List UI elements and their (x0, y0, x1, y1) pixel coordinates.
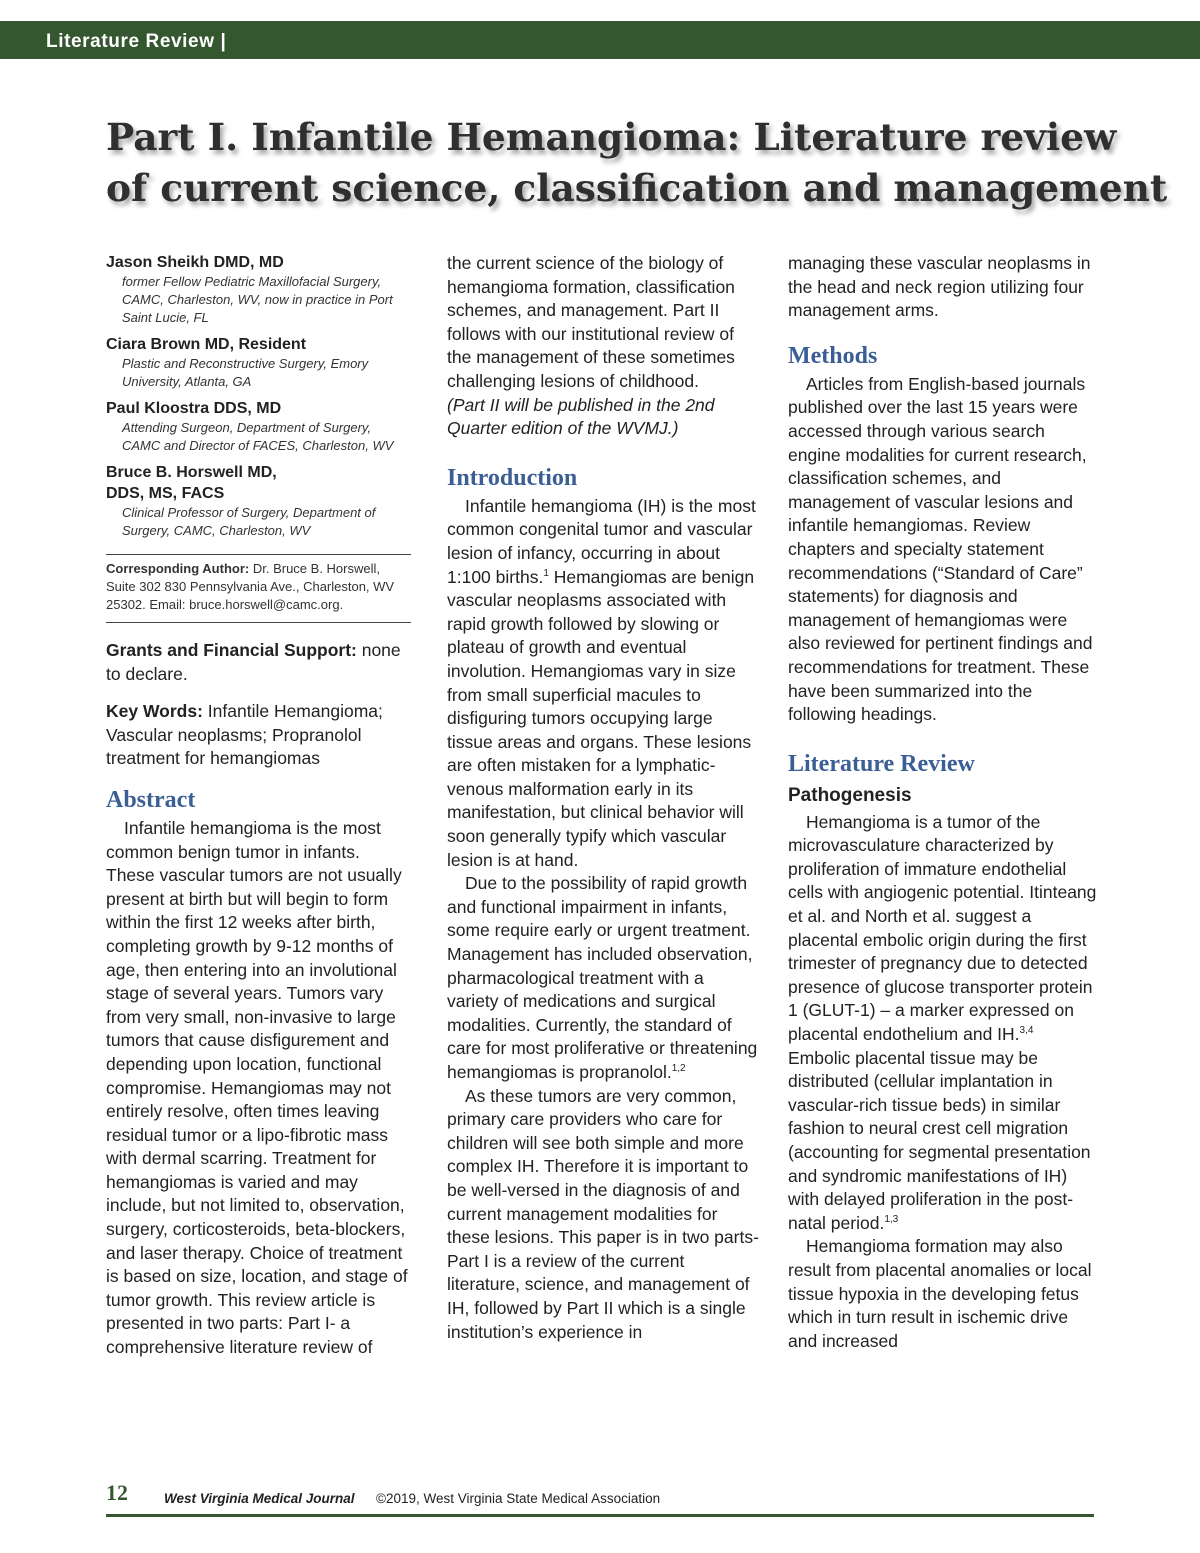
citation: 1,3 (884, 1213, 899, 1225)
pathogenesis-paragraph-1 (788, 811, 1098, 1236)
footer-rule (106, 1514, 1094, 1517)
intro-p2-text: Due to the possibility of rapid growth and functional impairment in infants, some require early or urgent treatment. Management has included observation, pharmacological treatment with a variety of medications and surgical modalities. Currently, the standard of care for most proliferative or threatening hemangiomas is propranolol. (447, 873, 758, 1082)
author-affiliation: Attending Surgeon, Department of Surgery, CAMC and Director of FACES, Charleston, WV (122, 420, 394, 453)
patho-p1b-text: Embolic placental tissue may be distributed (cellular implantation in vascular-rich tissue beds) in similar fashion to neural crest cell migration (accounting for segmental presentation and syndromic manifestations of IH) with delayed proliferation in the post-natal period. (788, 1047, 1091, 1233)
introduction-paragraph-3: As these tumors are very common, primary care providers who care for children will see both simple and more complex IH. Therefore it is important to be well-versed in the diagnosis of and current management modalities for these lesions. This paper is in two parts- Part I is a review of the current literature, science, and management of IH, followed by Part II which is a single institution’s experience in (447, 1085, 759, 1342)
copyright-notice: ©2019, West Virginia State Medical Association (376, 1491, 661, 1506)
abstract-note: (Part II will be published in the 2nd Quarter edition of the WVMJ.) (447, 394, 715, 439)
author-name: Ciara Brown MD, Resident (106, 336, 307, 353)
introduction-heading: Introduction (447, 464, 578, 491)
author-affiliation: Plastic and Reconstructive Surgery, Emory University, Atlanta, GA (122, 356, 369, 389)
column-2 (447, 252, 759, 1344)
intro-p1-text: Infantile hemangioma (IH) is the most common congenital tumor and vascular lesion of infancy, occurring in about 1:100 births. (447, 495, 756, 587)
author-affiliation: former Fellow Pediatric Maxillofacial Surgery, CAMC, Charleston, WV, now in practice in Port Saint Lucie, FL (122, 274, 393, 325)
patho-p1-text: Hemangioma is a tumor of the microvasculature characterized by proliferation of immature endothelial cells with angiogenic potential. Itinteang et al. and North et al. suggest a placental embolic origin during the first trimester of pregnancy due to detected presence of glucose transporter protein 1 (GLUT-1) – a marker expressed on placental endothelium and IH. (788, 811, 1097, 1045)
citation: 1 (543, 567, 549, 579)
key-words-label: Key Words: (106, 701, 203, 722)
column-3 (788, 252, 1098, 1353)
column-1 (106, 252, 411, 1360)
divider (106, 622, 411, 623)
citation: 1,2 (671, 1063, 686, 1075)
citation: 3,4 (1019, 1025, 1034, 1037)
section-header-band (0, 21, 1200, 59)
key-words (106, 700, 411, 771)
corresponding-author (106, 560, 411, 614)
author-affiliation: Clinical Professor of Surgery, Department of Surgery, CAMC, Charleston, WV (122, 505, 376, 538)
introduction-paragraph-1 (447, 495, 759, 873)
author-block (106, 252, 411, 327)
grants-text: none to declare. (106, 640, 401, 684)
section-label: Literature Review | (46, 31, 227, 52)
corresponding-text: Dr. Bruce B. Horswell, Suite 302 830 Pennsylvania Ave., Charleston, WV 25302. Email: bruce.horswell@camc.org. (106, 561, 395, 612)
methods-text: Articles from English-based journals published over the last 15 years were accessed through various search engine modalities for current research, classification schemes, and management of vascular lesions and infantile hemangiomas. Review chapters and specialty statement recommendations (“Standard of Care” statements) for diagnosis and management of hemangiomas were also reviewed for pertinent findings and recommendations for treatment. These have been summarized into the following headings. (788, 373, 1093, 725)
author-name: Paul Kloostra DDS, MD (106, 400, 282, 417)
divider (106, 554, 411, 555)
methods-heading: Methods (788, 342, 878, 369)
author-block (106, 462, 411, 540)
grants-label: Grants and Financial Support: (106, 640, 357, 660)
grants-statement (106, 639, 411, 686)
author-name: Bruce B. Horswell MD, DDS, MS, FACS (106, 464, 277, 502)
author-block (106, 334, 411, 391)
key-words-text: Infantile Hemangioma; Vascular neoplasms; Propranolol treatment for hemangiomas (106, 701, 383, 769)
page-number: 12 (106, 1480, 128, 1505)
pathogenesis-subheading: Pathogenesis (788, 784, 912, 806)
author-name: Jason Sheikh DMD, MD (106, 254, 284, 271)
title-line-1: Part I. Infantile Hemangioma: Literature review (106, 115, 1117, 159)
article-title (106, 112, 1168, 214)
literature-review-heading: Literature Review (788, 750, 975, 777)
abstract-continuation: the current science of the biology of hemangioma formation, classification schemes, and management. Part II follows with our institutional review of the management of these sometimes challenging lesions of childhood. (447, 253, 735, 391)
author-block (106, 398, 411, 455)
pathogenesis-paragraph-2: Hemangioma formation may also result from placental anomalies or local tissue hypoxia in the developing fetus which in turn result in ischemic drive and increased (788, 1236, 1092, 1351)
title-line-2: of current science, classification and management (106, 166, 1168, 210)
introduction-paragraph-2 (447, 872, 759, 1084)
abstract-text: Infantile hemangioma is the most common benign tumor in infants. These vascular tumors are not usually present at birth but will begin to form within the first 12 weeks after birth, completing growth by 9-12 months of age, then entering into an involutional stage of several years. Tumors vary from very small, non-invasive to large tumors that cause disfigurement and depending upon location, functional compromise. Hemangiomas may not entirely resolve, often times leaving residual tumor or a lipo-fibrotic mass with dermal scarring. Treatment for hemangiomas is varied and may include, but not limited to, observation, surgery, corticosteroids, beta-blockers, and laser therapy. Choice of treatment is based on size, location, and stage of tumor growth. This review article is presented in two parts: Part I- a comprehensive literature review of (106, 817, 408, 1358)
intro-p1b-text: Hemangiomas are benign vascular neoplasms associated with rapid growth followed by slowing or plateau of growth and eventual involution. Hemangiomas vary in size from small superficial macules to disfiguring tumors occupying large tissue areas and organs. These lesions are often mistaken for a lymphatic-venous malformation early in its manifestation, but clinical behavior will soon generally typify which vascular lesion is at hand. (447, 566, 755, 870)
abstract-heading: Abstract (106, 786, 196, 813)
journal-name: West Virginia Medical Journal (164, 1491, 355, 1506)
corresponding-label: Corresponding Author: (106, 561, 250, 576)
introduction-continuation: managing these vascular neoplasms in the head and neck region utilizing four management arms. (788, 253, 1091, 321)
